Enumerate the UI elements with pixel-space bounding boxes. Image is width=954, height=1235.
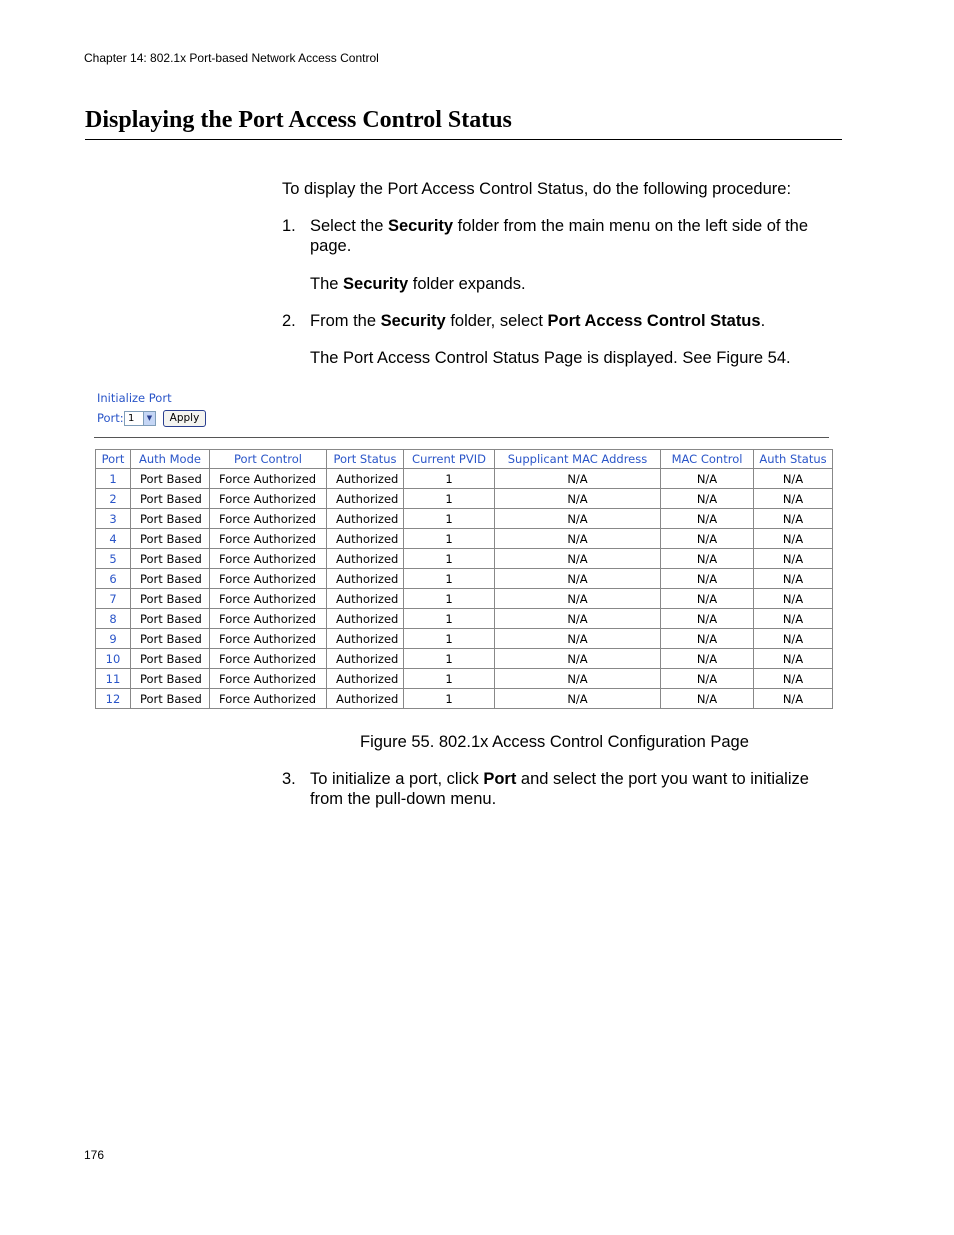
column-header-port: Port (96, 450, 131, 469)
chevron-down-icon[interactable]: ▼ (143, 412, 155, 425)
figure-screenshot (94, 388, 834, 716)
table-row (96, 469, 833, 489)
step-3-text: To initialize a port, click Port and select the port you want to initialize from the pull-down menu. (310, 770, 809, 808)
pvid-cell: 1 (404, 469, 495, 489)
table-row (96, 509, 833, 529)
mac-cell: N/A (495, 669, 661, 689)
auth-status-cell: N/A (754, 569, 833, 589)
mac-control-cell: N/A (661, 689, 754, 709)
pvid-cell: 1 (404, 489, 495, 509)
mac-cell: N/A (495, 569, 661, 589)
port-cell[interactable]: 2 (96, 489, 131, 509)
mac-control-cell: N/A (661, 509, 754, 529)
port-control-cell: Force Authorized (210, 669, 327, 689)
column-header-port-status: Port Status (327, 450, 404, 469)
figure-caption: Figure 55. 802.1x Access Control Configuration Page (360, 733, 749, 751)
port-status-cell: Authorized (327, 589, 404, 609)
column-header-mac-control: MAC Control (661, 450, 754, 469)
port-status-cell: Authorized (327, 609, 404, 629)
table-row (96, 629, 833, 649)
table-row (96, 569, 833, 589)
pvid-cell: 1 (404, 609, 495, 629)
mac-control-cell: N/A (661, 549, 754, 569)
port-cell[interactable]: 1 (96, 469, 131, 489)
table-header-row (96, 450, 833, 469)
mac-cell: N/A (495, 549, 661, 569)
auth-status-cell: N/A (754, 609, 833, 629)
auth-mode-cell: Port Based (131, 489, 210, 509)
mac-control-cell: N/A (661, 669, 754, 689)
column-header-port-control: Port Control (210, 450, 327, 469)
column-header-current-pvid: Current PVID (404, 450, 495, 469)
auth-mode-cell: Port Based (131, 589, 210, 609)
auth-status-cell: N/A (754, 649, 833, 669)
port-select-value: 1 (128, 413, 135, 424)
mac-cell: N/A (495, 509, 661, 529)
table-row (96, 589, 833, 609)
port-control-cell: Force Authorized (210, 489, 327, 509)
step-1-text: Select the Security folder from the main menu on the left side of the page. (310, 217, 809, 255)
table-row (96, 549, 833, 569)
mac-control-cell: N/A (661, 589, 754, 609)
mac-control-cell: N/A (661, 569, 754, 589)
mac-control-cell: N/A (661, 469, 754, 489)
auth-status-cell: N/A (754, 549, 833, 569)
auth-mode-cell: Port Based (131, 609, 210, 629)
auth-mode-cell: Port Based (131, 469, 210, 489)
port-control-cell: Force Authorized (210, 529, 327, 549)
port-control-cell: Force Authorized (210, 549, 327, 569)
port-cell[interactable]: 5 (96, 549, 131, 569)
auth-mode-cell: Port Based (131, 629, 210, 649)
port-status-cell: Authorized (327, 489, 404, 509)
pvid-cell: 1 (404, 589, 495, 609)
auth-mode-cell: Port Based (131, 649, 210, 669)
port-cell[interactable]: 3 (96, 509, 131, 529)
port-status-cell: Authorized (327, 529, 404, 549)
auth-status-cell: N/A (754, 489, 833, 509)
pvid-cell: 1 (404, 669, 495, 689)
auth-mode-cell: Port Based (131, 549, 210, 569)
pvid-cell: 1 (404, 569, 495, 589)
auth-status-cell: N/A (754, 469, 833, 489)
auth-mode-cell: Port Based (131, 509, 210, 529)
chapter-header: Chapter 14: 802.1x Port-based Network Access Control (84, 51, 379, 65)
mac-control-cell: N/A (661, 529, 754, 549)
pvid-cell: 1 (404, 509, 495, 529)
mac-control-cell: N/A (661, 649, 754, 669)
step-1-number: 1. (282, 217, 296, 235)
port-status-cell: Authorized (327, 629, 404, 649)
port-cell[interactable]: 12 (96, 689, 131, 709)
table-row (96, 609, 833, 629)
port-cell[interactable]: 10 (96, 649, 131, 669)
pvid-cell: 1 (404, 689, 495, 709)
port-cell[interactable]: 8 (96, 609, 131, 629)
port-cell[interactable]: 11 (96, 669, 131, 689)
port-status-cell: Authorized (327, 509, 404, 529)
step-2-number: 2. (282, 312, 296, 330)
pvid-cell: 1 (404, 549, 495, 569)
pvid-cell: 1 (404, 649, 495, 669)
port-cell[interactable]: 4 (96, 529, 131, 549)
auth-mode-cell: Port Based (131, 569, 210, 589)
port-control-cell: Force Authorized (210, 609, 327, 629)
auth-status-cell: N/A (754, 629, 833, 649)
auth-mode-cell: Port Based (131, 529, 210, 549)
port-cell[interactable]: 6 (96, 569, 131, 589)
divider (94, 437, 829, 438)
port-status-cell: Authorized (327, 549, 404, 569)
port-status-cell: Authorized (327, 569, 404, 589)
table-row (96, 649, 833, 669)
auth-status-cell: N/A (754, 529, 833, 549)
port-select[interactable] (124, 411, 156, 426)
column-header-auth-status: Auth Status (754, 450, 833, 469)
port-cell[interactable]: 7 (96, 589, 131, 609)
column-header-supplicant-mac: Supplicant MAC Address (495, 450, 661, 469)
mac-cell: N/A (495, 649, 661, 669)
mac-cell: N/A (495, 489, 661, 509)
port-control-cell: Force Authorized (210, 469, 327, 489)
port-control-cell: Force Authorized (210, 629, 327, 649)
mac-control-cell: N/A (661, 629, 754, 649)
mac-cell: N/A (495, 469, 661, 489)
mac-control-cell: N/A (661, 609, 754, 629)
initialize-port-label: Initialize Port (97, 391, 172, 405)
mac-cell: N/A (495, 609, 661, 629)
mac-cell: N/A (495, 529, 661, 549)
column-header-auth-mode: Auth Mode (131, 450, 210, 469)
port-cell[interactable]: 9 (96, 629, 131, 649)
port-status-table (95, 449, 833, 709)
port-control-cell: Force Authorized (210, 569, 327, 589)
port-control-cell: Force Authorized (210, 689, 327, 709)
port-status-cell: Authorized (327, 469, 404, 489)
pvid-cell: 1 (404, 629, 495, 649)
auth-status-cell: N/A (754, 589, 833, 609)
section-title: Displaying the Port Access Control Status (85, 107, 842, 140)
mac-cell: N/A (495, 589, 661, 609)
mac-cell: N/A (495, 629, 661, 649)
apply-button[interactable]: Apply (163, 410, 206, 427)
table-row (96, 489, 833, 509)
mac-cell: N/A (495, 689, 661, 709)
port-status-cell: Authorized (327, 689, 404, 709)
auth-mode-cell: Port Based (131, 689, 210, 709)
port-control-cell: Force Authorized (210, 509, 327, 529)
step-1-note: The Security folder expands. (310, 275, 526, 293)
step-2-note: The Port Access Control Status Page is displayed. See Figure 54. (310, 349, 791, 367)
intro-paragraph: To display the Port Access Control Status, do the following procedure: (282, 180, 792, 198)
step-2-text: From the Security folder, select Port Access Control Status. (310, 312, 766, 330)
auth-status-cell: N/A (754, 689, 833, 709)
port-status-cell: Authorized (327, 669, 404, 689)
step-3-number: 3. (282, 770, 296, 788)
port-control-cell: Force Authorized (210, 649, 327, 669)
port-status-cell: Authorized (327, 649, 404, 669)
mac-control-cell: N/A (661, 489, 754, 509)
auth-status-cell: N/A (754, 509, 833, 529)
port-control-cell: Force Authorized (210, 589, 327, 609)
table-row (96, 689, 833, 709)
auth-mode-cell: Port Based (131, 669, 210, 689)
page-number: 176 (84, 1148, 105, 1162)
auth-status-cell: N/A (754, 669, 833, 689)
pvid-cell: 1 (404, 529, 495, 549)
table-row (96, 529, 833, 549)
table-row (96, 669, 833, 689)
port-label: Port: (97, 411, 124, 425)
